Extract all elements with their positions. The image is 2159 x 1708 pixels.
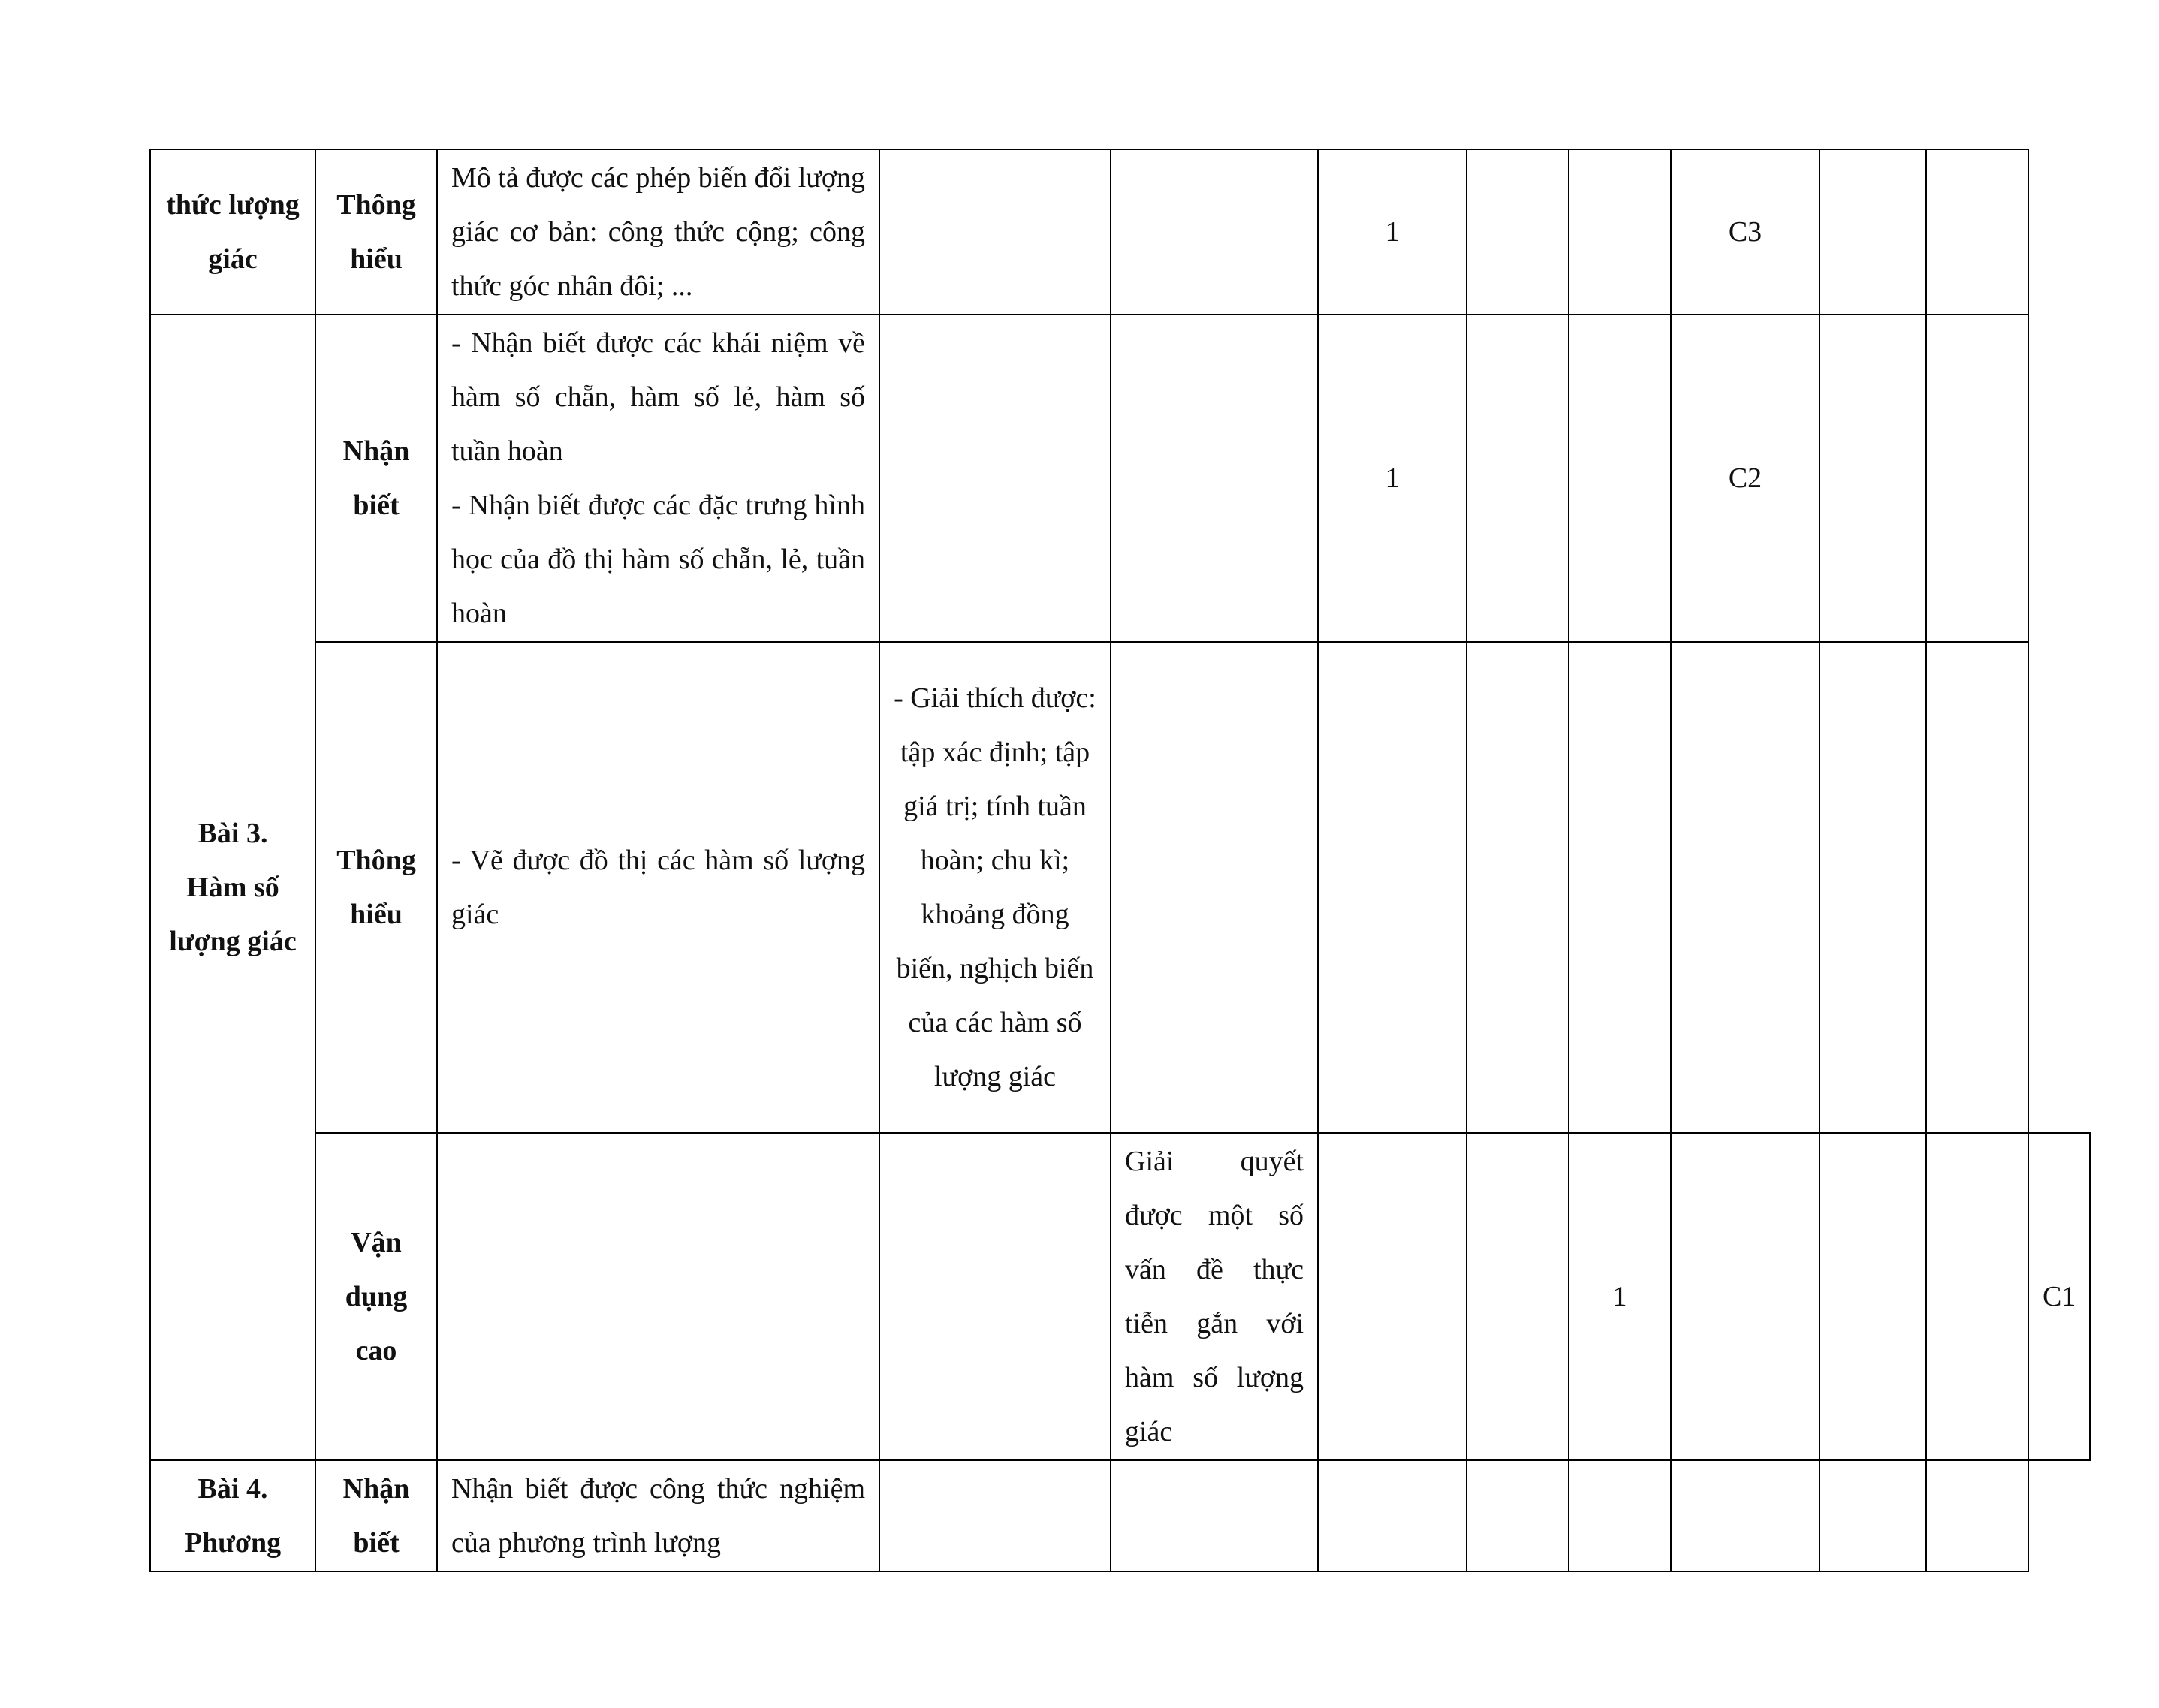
- description-cell: - Vẽ được đồ thị các hàm số lượng giác: [437, 642, 879, 1133]
- empty-cell: [879, 1460, 1111, 1571]
- empty-cell: [1820, 1460, 1926, 1571]
- question-count-cell: 1: [1318, 149, 1467, 315]
- empty-cell: [1111, 149, 1318, 315]
- question-code-cell: C1: [2028, 1133, 2090, 1460]
- specification-matrix-table: [149, 149, 2091, 1572]
- empty-cell: [1467, 315, 1569, 642]
- question-code-cell: C2: [1671, 315, 1820, 642]
- empty-cell: [1926, 315, 2028, 642]
- table-row: [150, 149, 2090, 315]
- level-cell: Nhận biết: [315, 315, 437, 642]
- empty-cell: [1569, 642, 1671, 1133]
- question-count-cell: 1: [1569, 1133, 1671, 1460]
- empty-cell: [1467, 642, 1569, 1133]
- empty-cell: [1111, 315, 1318, 642]
- table-row: [150, 1133, 2090, 1460]
- empty-cell: [1467, 1460, 1569, 1571]
- empty-cell: [1926, 149, 2028, 315]
- empty-cell: [1569, 1460, 1671, 1571]
- empty-cell: [879, 149, 1111, 315]
- empty-cell: [437, 1133, 879, 1460]
- empty-cell: [1926, 1133, 2028, 1460]
- empty-cell: [1318, 642, 1467, 1133]
- empty-cell: [1820, 1133, 1926, 1460]
- empty-cell: [1318, 1460, 1467, 1571]
- topic-cell: Bài 4. Phương: [150, 1460, 315, 1571]
- table-row: [150, 642, 2090, 1133]
- description-cell: Nhận biết được công thức nghiệm của phương trình lượng: [437, 1460, 879, 1571]
- empty-cell: [1111, 1460, 1318, 1571]
- level-cell: Thông hiểu: [315, 149, 437, 315]
- empty-cell: [1111, 642, 1318, 1133]
- description-cell: Mô tả được các phép biến đổi lượng giác cơ bản: công thức cộng; công thức góc nhân đôi; ...: [437, 149, 879, 315]
- empty-cell: [1820, 642, 1926, 1133]
- level-cell: Thông hiểu: [315, 642, 437, 1133]
- description-line: - Nhận biết được các khái niệm về hàm số chẵn, hàm số lẻ, hàm số tuần hoàn: [451, 327, 865, 467]
- question-count-cell: 1: [1318, 315, 1467, 642]
- empty-cell: [1820, 315, 1926, 642]
- empty-cell: [1569, 315, 1671, 642]
- empty-cell: [1671, 642, 1820, 1133]
- empty-cell: [1820, 149, 1926, 315]
- empty-cell: [879, 1133, 1111, 1460]
- empty-cell: [1569, 149, 1671, 315]
- topic-cell: thức lượng giác: [150, 149, 315, 315]
- empty-cell: [1926, 642, 2028, 1133]
- description-line: - Nhận biết được các đặc trưng hình học của đồ thị hàm số chẵn, lẻ, tuần hoàn: [451, 490, 865, 629]
- topic-cell: Bài 3. Hàm số lượng giác: [150, 315, 315, 1460]
- level-cell: Nhận biết: [315, 1460, 437, 1571]
- apply-cell: Giải quyết được một số vấn đề thực tiễn gắn với hàm số lượng giác: [1111, 1133, 1318, 1460]
- table-row: [150, 1460, 2090, 1571]
- empty-cell: [1467, 1133, 1569, 1460]
- table-row: [150, 315, 2090, 642]
- empty-cell: [1671, 1133, 1820, 1460]
- empty-cell: [1318, 1133, 1467, 1460]
- level-cell: Vận dụng cao: [315, 1133, 437, 1460]
- empty-cell: [1671, 1460, 1820, 1571]
- question-code-cell: C3: [1671, 149, 1820, 315]
- description-cell: [437, 315, 879, 642]
- explain-cell: - Giải thích được: tập xác định; tập giá trị; tính tuần hoàn; chu kì; khoảng đồng biến, nghịch biến của các hàm số lượng giác: [879, 642, 1111, 1133]
- empty-cell: [879, 315, 1111, 642]
- empty-cell: [1926, 1460, 2028, 1571]
- empty-cell: [1467, 149, 1569, 315]
